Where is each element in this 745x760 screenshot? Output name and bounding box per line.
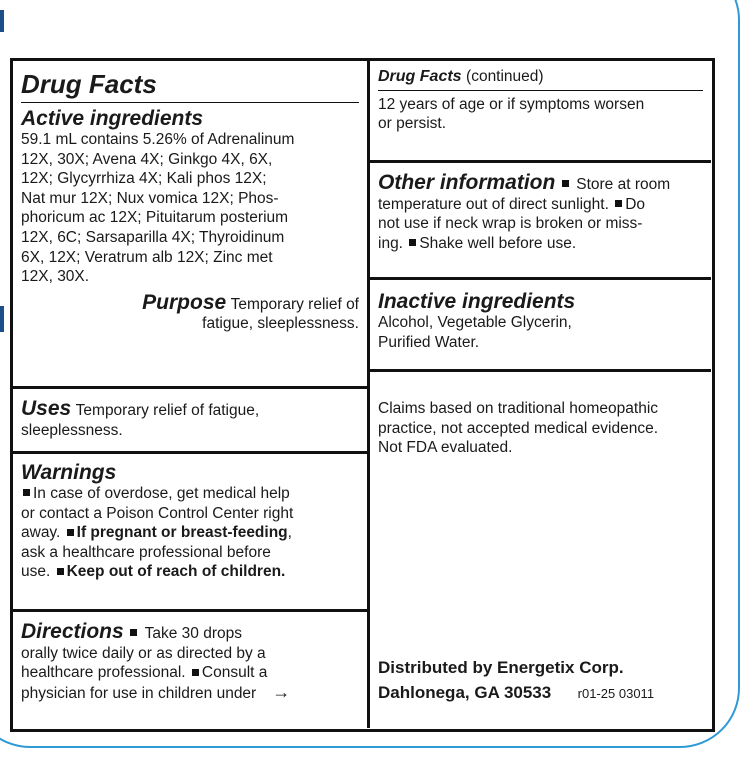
warnings-line: ask a healthcare professional before (21, 543, 271, 561)
warnings-line: away. (21, 524, 65, 542)
ingredient-line: 12X; Glycyrrhiza 4X; Kali phos 12X; (21, 170, 267, 188)
drug-facts-title: Drug Facts (21, 69, 157, 99)
inactive-line: Alcohol, Vegetable Glycerin, (378, 314, 572, 331)
inactive-ingredients-text (378, 313, 703, 352)
purpose-text-2: fatigue, sleeplessness. (202, 315, 359, 333)
warnings-line: use. (21, 563, 55, 581)
bullet-square (615, 200, 622, 207)
purpose-heading: Purpose (142, 290, 227, 314)
continued-title-main: Drug Facts (378, 68, 462, 85)
continued-title-suffix: (continued) (466, 68, 544, 85)
uses-text-1: Temporary relief of fatigue, (75, 402, 260, 419)
edge-mark-top (0, 10, 4, 32)
warnings-section (13, 454, 367, 612)
directions-heading: Directions (21, 620, 124, 643)
ingredient-line: 12X, 30X; Avena 4X; Ginkgo 4X, 6X, (21, 150, 273, 168)
distributor-address-row (378, 680, 703, 706)
other-info-line: not use if neck wrap is broken or miss- (378, 215, 643, 233)
claims-line: practice, not accepted medical evidence. (378, 419, 659, 437)
continued-line: or persist. (378, 115, 447, 133)
ingredient-line: 59.1 mL contains 5.26% of Adrenalinum (21, 131, 295, 148)
ingredient-line: Nat mur 12X; Nux vomica 12X; Phos- (21, 189, 279, 207)
claims-section (370, 399, 711, 479)
other-info-line-text: Shake well before use. (419, 234, 577, 252)
active-ingredients-heading: Active ingredients (21, 107, 204, 130)
distributor-address: Dahlonega, GA 30533 (378, 683, 552, 702)
bullet-square (130, 629, 137, 636)
other-info-line (378, 195, 703, 215)
bullet-square (57, 568, 64, 575)
distributor-section (370, 655, 711, 725)
inactive-line: Purified Water. (378, 333, 480, 351)
bullet-square (409, 239, 416, 246)
continued-section (370, 61, 711, 163)
directions-text-1: Take 30 drops (144, 625, 242, 642)
other-information-heading: Other information (378, 171, 556, 194)
warnings-line: or contact a Poison Control Center right (21, 504, 294, 522)
distributor-name: Distributed by Energetix Corp. (378, 658, 624, 677)
warnings-bold: Keep out of reach of children. (66, 563, 286, 581)
continued-text (378, 95, 703, 134)
ingredient-line: phoricum ac 12X; Pituitarum posterium (21, 209, 289, 227)
continued-title (378, 67, 703, 87)
uses-text-2: sleeplessness. (21, 421, 123, 439)
directions-line (21, 663, 359, 683)
continued-rule (378, 90, 703, 91)
claims-text (378, 399, 703, 458)
drug-facts-panel (10, 58, 715, 732)
warnings-text: In case of overdose, get medical help or contact a Poison Control Center right away. If pregnant or breast-feeding, ask a healthcare professional before use. Keep out of reach of children. (21, 484, 359, 582)
directions-line-text: Consult a (201, 664, 268, 682)
ingredient-line: 12X, 6C; Sarsaparilla 4X; Thyroidinum (21, 228, 285, 246)
warnings-line: In case of overdose, get medical help (33, 485, 290, 502)
uses-section (13, 389, 367, 454)
ingredient-line: 6X, 12X; Veratrum alb 12X; Zinc met (21, 248, 273, 266)
claims-line: Claims based on traditional homeopathic (378, 400, 659, 417)
bullet-square (23, 489, 30, 496)
inactive-ingredients-heading: Inactive ingredients (378, 290, 576, 313)
other-info-line (378, 234, 703, 254)
other-info-line-text: ing. (378, 234, 408, 252)
directions-section (13, 612, 367, 728)
active-ingredients-text (21, 130, 359, 287)
bullet-square (67, 529, 74, 536)
left-column (13, 61, 370, 728)
edge-mark-middle (0, 306, 4, 332)
purpose-block (21, 291, 359, 334)
directions-line (21, 683, 359, 704)
other-info-line-text: Do (625, 195, 646, 213)
inactive-ingredients-section (370, 280, 711, 372)
warnings-bold: If pregnant or breast-feeding (76, 524, 288, 542)
active-ingredients-section (13, 61, 367, 389)
bullet-square (192, 669, 199, 676)
other-information-section (370, 163, 711, 280)
continued-line: 12 years of age or if symptoms worsen (378, 95, 645, 113)
other-information-text-1: Store at room (576, 176, 671, 193)
directions-line: orally twice daily or as directed by a (21, 644, 266, 662)
directions-line-text: healthcare professional. (21, 664, 190, 682)
continue-arrow-icon: → (272, 681, 291, 702)
uses-heading: Uses (21, 397, 72, 420)
title-rule (21, 102, 359, 103)
claims-line: Not FDA evaluated. (378, 439, 513, 457)
purpose-text-1: Temporary relief of (230, 295, 359, 313)
ingredient-line: 12X, 30X. (21, 268, 90, 286)
directions-line-text: physician for use in children under (21, 684, 257, 702)
bullet-square (562, 180, 569, 187)
other-info-line-text: temperature out of direct sunlight. (378, 195, 614, 213)
revision-code: r01-25 03011 (577, 686, 655, 701)
right-column (370, 61, 711, 728)
warnings-heading: Warnings (21, 461, 117, 484)
